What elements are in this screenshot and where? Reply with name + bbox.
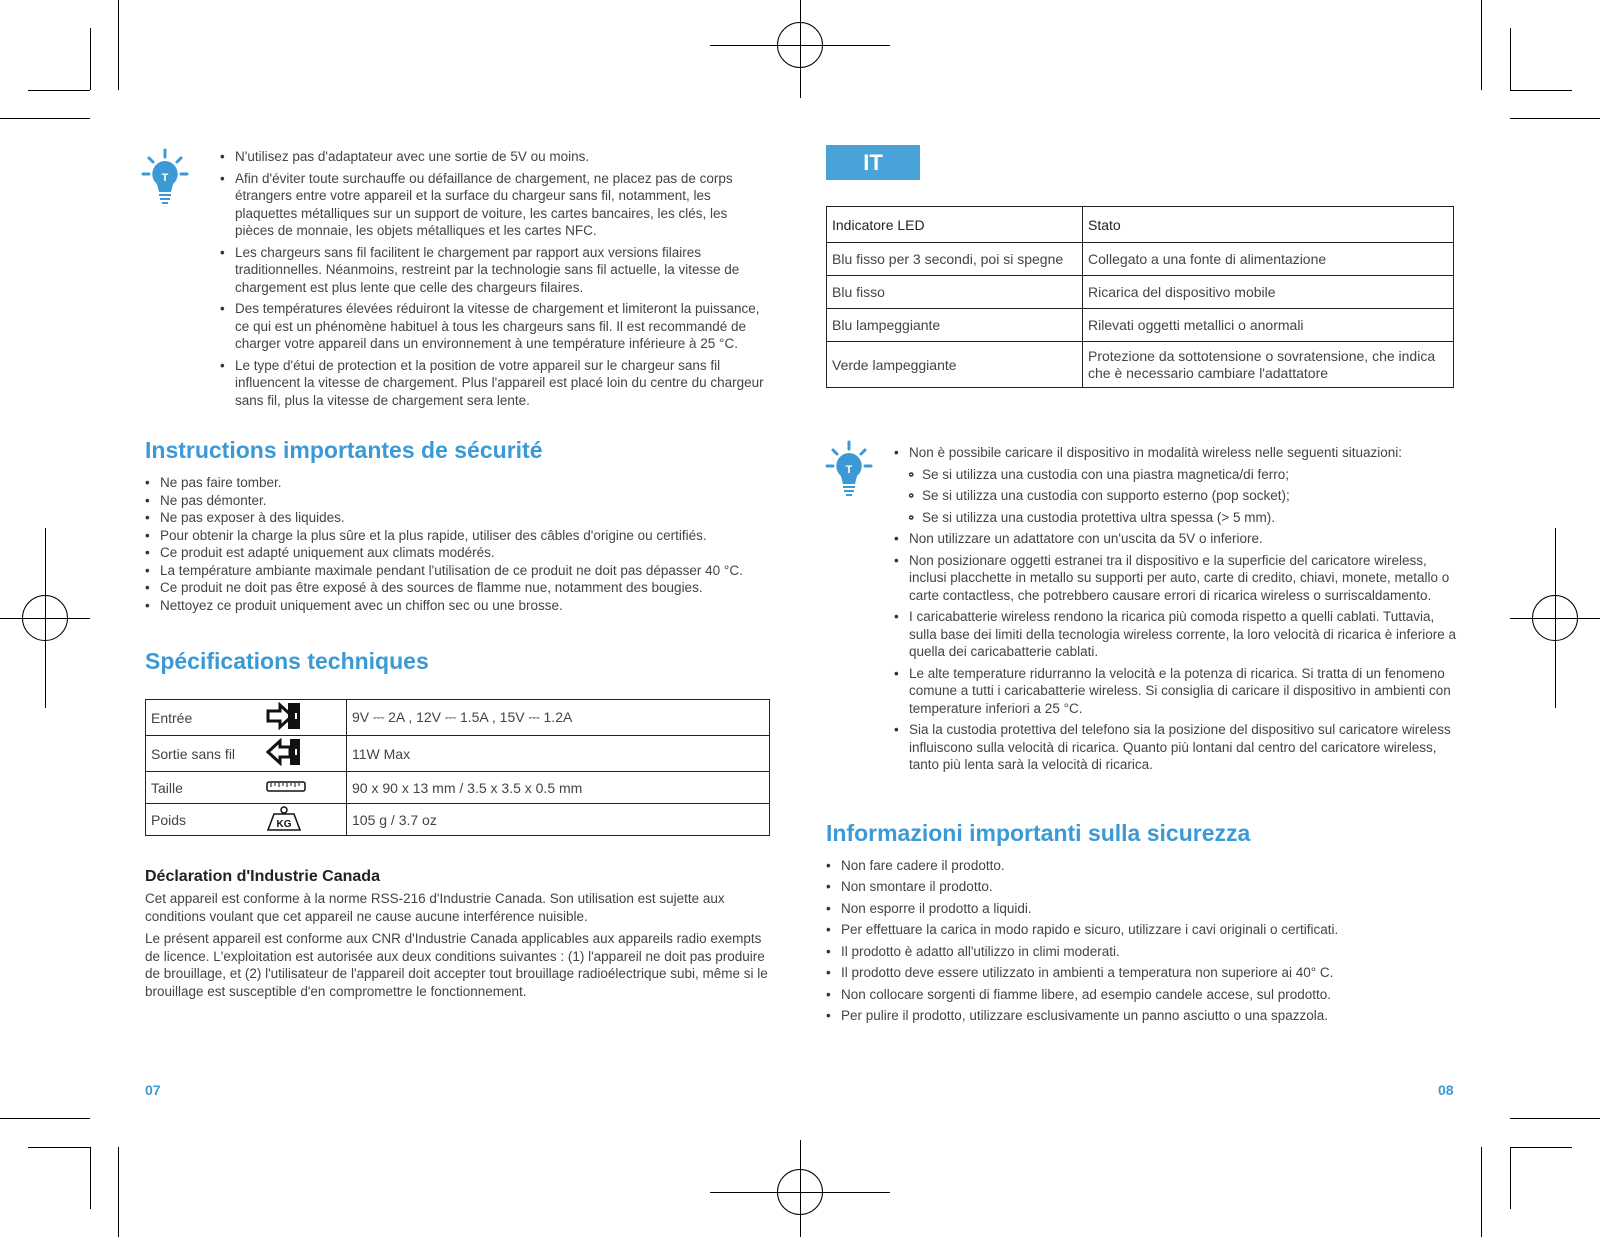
table-cell: Verde lampeggiante (827, 342, 1083, 388)
language-tag: IT (826, 145, 920, 180)
list-item: • Ce produit ne doit pas être exposé à des sources de flamme nue, notamment des bougies. (145, 579, 770, 597)
table-cell: Ricarica del dispositivo mobile (1083, 276, 1454, 309)
spec-label: Sortie sans fil (146, 736, 262, 772)
list-item: • Per pulire il prodotto, utilizzare esclusivamente un panno asciutto o una spazzola. (826, 1007, 1456, 1025)
spec-value: 11W Max (347, 736, 770, 772)
spec-icon-cell (261, 700, 347, 736)
list-item: • Non posizionare oggetti estranei tra il dispositivo e la superficie del caricatore wireless, inclusi placchette in metallo su supporti per auto, carte di credito, chiavi, monete, metallo o carte contactless, che potrebbero causare errori di ricarica wireless o surriscaldamento. (894, 552, 1456, 605)
crop-mark (118, 0, 119, 90)
list-item: • Pour obtenir la charge la plus sûre et la plus rapide, utiliser des câbles d'origine ou certifiés. (145, 527, 770, 545)
tips-list (894, 444, 1456, 774)
crop-mark (1510, 1147, 1572, 1148)
spec-label: Poids (146, 804, 262, 836)
list-item: • Le type d'étui de protection et la position de votre appareil sur le chargeur sans fil influencent la vitesse de chargement. Plus l'appareil est placé loin du centre du chargeur sans fil, plus la vitesse de chargement sera lente. (220, 357, 770, 410)
crop-mark (1510, 1147, 1511, 1209)
page-number: 07 (145, 1082, 161, 1098)
declaration-paragraph: Le présent appareil est conforme aux CNR d'Industrie Canada applicables aux appareils radio exempts de licence. L'exploitation est autorisée aux deux conditions suivantes : (1) l'appareil ne doit pas produire de brouillage, et (2) l'utilisateur de l'appareil doit accepter tout brouillage radioélectrique subi, même si le brouillage est susceptible d'en compromettre le fonctionnement. (145, 931, 768, 999)
table-row (146, 736, 770, 772)
list-item: • Il prodotto è adatto all'utilizzo in climi moderati. (826, 943, 1456, 961)
list-item: • Non fare cadere il prodotto. (826, 857, 1456, 875)
safety-list (145, 474, 770, 614)
crop-mark (1510, 118, 1600, 119)
output-arrow-icon (266, 738, 302, 766)
weight-kg-icon (266, 805, 302, 831)
crop-mark (1510, 1118, 1600, 1119)
sub-list-item: ∘ Se si utilizza una custodia con una piastra magnetica/di ferro; (894, 466, 1456, 484)
table-row (827, 276, 1454, 309)
list-item: • Non esporre il prodotto a liquidi. (826, 900, 1456, 918)
section-title-safety: Instructions importantes de sécurité (145, 437, 543, 463)
crop-mark (28, 1147, 90, 1148)
spec-icon-cell (261, 772, 347, 804)
crop-mark (90, 1147, 91, 1209)
spec-value: 90 x 90 x 13 mm / 3.5 x 3.5 x 0.5 mm (347, 772, 770, 804)
list-item: • Il prodotto deve essere utilizzato in ambienti a temperatura non superiore ai 40° C. (826, 964, 1456, 982)
list-item: • Afin d'éviter toute surchauffe ou défaillance de chargement, ne placez pas de corps étrangers entre votre appareil et la surface du chargeur sans fil, notamment, les plaquettes métalliques sur un support de voiture, les cartes bancaires, les clés, les pièces de monnaie, les objets métalliques et les cartes NFC. (220, 170, 770, 240)
table-row (146, 804, 770, 836)
list-item: • Des températures élevées réduiront la vitesse de chargement et limiteront la puissance, ce qui est un phénomène habituel à tous les chargeurs sans fil. Il est recommandé de charger votre appareil dans un environnement à une température inférieure à 25 °C. (220, 300, 770, 353)
list-item: • Sia la custodia protettiva del telefono sia la posizione del dispositivo sul caricatore wireless influiscono sulla velocità di ricarica. Quanto più lontani dal centro del caricatore wireless, tanto più lenta sarà la velocità di ricarica. (894, 721, 1456, 774)
led-table (826, 206, 1454, 388)
list-item: • Non collocare sorgenti di fiamme libere, ad esempio candele accese, sul prodotto. (826, 986, 1456, 1004)
right-page (826, 145, 1456, 1029)
registration-mark (777, 1169, 823, 1215)
safety-list (826, 857, 1456, 1025)
list-item: • Non smontare il prodotto. (826, 878, 1456, 896)
crop-mark (90, 28, 91, 90)
spec-icon-cell (261, 736, 347, 772)
list-item: • N'utilisez pas d'adaptateur avec une sortie de 5V ou moins. (220, 148, 770, 166)
input-arrow-icon (266, 702, 302, 730)
table-row (146, 700, 770, 736)
page-number: 08 (1438, 1082, 1454, 1098)
table-row (827, 342, 1454, 388)
specs-table (145, 699, 770, 836)
table-row (146, 772, 770, 804)
svg-text:T: T (161, 172, 169, 184)
list-item: • Ce produit est adapté uniquement aux climats modérés. (145, 544, 770, 562)
declaration-title: Déclaration d'Industrie Canada (145, 868, 380, 885)
declaration-paragraph: Cet appareil est conforme à la norme RSS-216 d'Industrie Canada. Son utilisation est sujette aux conditions voulant que cet appareil ne cause aucune interférence nuisible. (145, 891, 725, 924)
section-title-specs: Spécifications techniques (145, 648, 429, 674)
table-row (827, 309, 1454, 342)
registration-mark (22, 595, 68, 641)
spec-value: 105 g / 3.7 oz (347, 804, 770, 836)
list-item: • Ne pas démonter. (145, 492, 770, 510)
spec-label: Entrée (146, 700, 262, 736)
tips-block (140, 148, 770, 409)
column-header: Indicatore LED (827, 207, 1083, 243)
crop-mark (0, 1118, 90, 1119)
table-cell: Blu lampeggiante (827, 309, 1083, 342)
ruler-icon (266, 779, 306, 793)
list-item: • Ne pas faire tomber. (145, 474, 770, 492)
list-item: • La température ambiante maximale pendant l'utilisation de ce produit ne doit pas dépasser 40 °C. (145, 562, 770, 580)
crop-mark (28, 90, 90, 91)
crop-mark (1510, 90, 1572, 91)
tips-list (220, 148, 770, 409)
list-item: • I caricabatterie wireless rendono la ricarica più comoda rispetto a quelli cablati. Tuttavia, sulla base dei limiti della tecnologia wireless corrente, la loro velocità di ricarica è inferiore a quella dei caricabatterie cablati. (894, 608, 1456, 661)
sub-list-item: ∘ Se si utilizza una custodia con supporto esterno (pop socket); (894, 487, 1456, 505)
svg-text:KG: KG (276, 819, 292, 830)
list-item: • Per effettuare la carica in modo rapido e sicuro, utilizzare i cavi originali o certificati. (826, 921, 1456, 939)
svg-text:T: T (845, 464, 853, 476)
lightbulb-tip-icon (140, 148, 190, 206)
table-cell: Rilevati oggetti metallici o anormali (1083, 309, 1454, 342)
table-cell: Blu fisso per 3 secondi, poi si spegne (827, 243, 1083, 276)
list-item: • Ne pas exposer à des liquides. (145, 509, 770, 527)
list-item: • Non utilizzare un adattatore con un'uscita da 5V o inferiore. (894, 530, 1456, 548)
table-cell: Blu fisso (827, 276, 1083, 309)
spec-icon-cell (261, 804, 347, 836)
section-title-safety: Informazioni importanti sulla sicurezza (826, 819, 1251, 846)
tips-block (826, 444, 1456, 774)
crop-mark (0, 118, 90, 119)
crop-mark (1481, 1147, 1482, 1237)
table-cell: Collegato a una fonte di alimentazione (1083, 243, 1454, 276)
spec-value: 9V ⎓ 2A , 12V ⎓ 1.5A , 15V ⎓ 1.2A (347, 700, 770, 736)
column-header: Stato (1083, 207, 1454, 243)
list-item: • Le alte temperature ridurranno la velocità e la potenza di ricarica. Si tratta di un fenomeno comune a tutti i caricabatterie wireless. Si consiglia di caricare il dispositivo in ambienti con temperature inferiori a 25 °C. (894, 665, 1456, 718)
list-item: • Les chargeurs sans fil facilitent le chargement par rapport aux versions filaires traditionnelles. Néanmoins, restreint par la technologie sans fil actuelle, la vitesse de chargement est plus lente que celle des chargeurs filaires. (220, 244, 770, 297)
left-page (145, 148, 770, 1005)
spec-label: Taille (146, 772, 262, 804)
list-item: • Non è possibile caricare il dispositivo in modalità wireless nelle seguenti situazioni: (894, 444, 1456, 462)
crop-mark (118, 1147, 119, 1237)
table-header-row (827, 207, 1454, 243)
list-item: • Nettoyez ce produit uniquement avec un chiffon sec ou une brosse. (145, 597, 770, 615)
registration-mark (777, 22, 823, 68)
crop-mark (1510, 28, 1511, 90)
registration-mark (1532, 595, 1578, 641)
table-row (827, 243, 1454, 276)
table-cell: Protezione da sottotensione o sovratensione, che indica che è necessario cambiare l'adattatore (1083, 342, 1454, 388)
lightbulb-tip-icon (824, 440, 874, 498)
sub-list-item: ∘ Se si utilizza una custodia protettiva ultra spessa (> 5 mm). (894, 509, 1456, 527)
crop-mark (1481, 0, 1482, 90)
